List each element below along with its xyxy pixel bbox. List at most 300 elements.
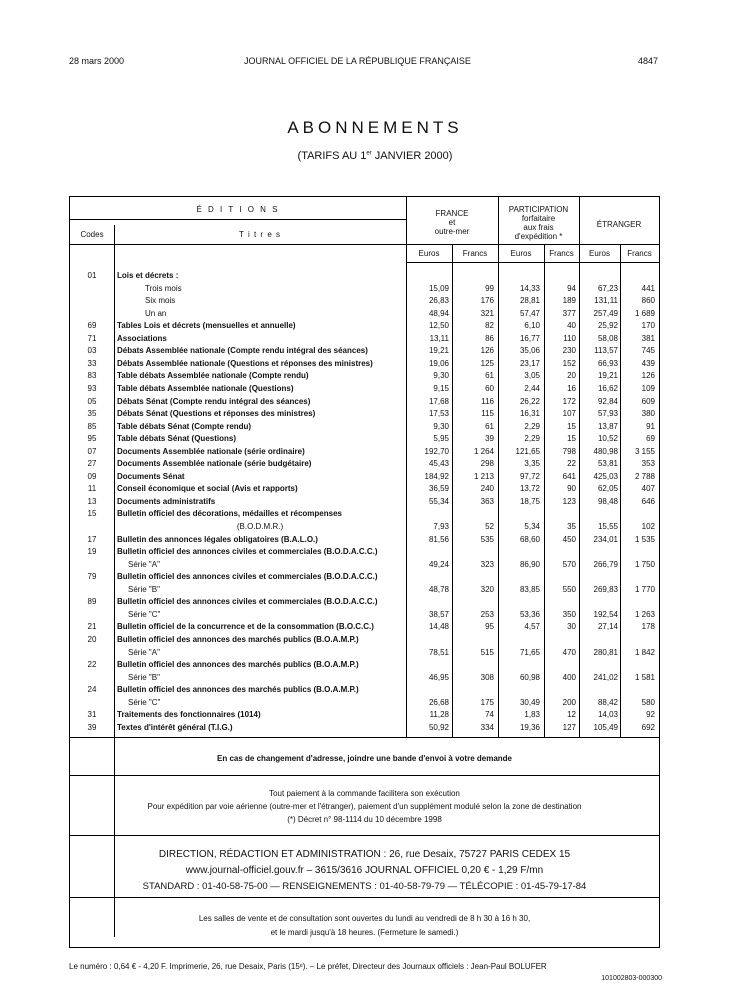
row-etranger-francs: 69 <box>646 434 655 444</box>
row-participation-francs: 641 <box>562 471 576 481</box>
row-participation-euros: 57,47 <box>519 308 540 318</box>
row-etranger-francs: 646 <box>641 496 655 506</box>
table-row <box>70 672 659 684</box>
table-row <box>70 283 659 295</box>
row-etranger-francs: 178 <box>641 622 655 632</box>
row-participation-euros: 35,06 <box>519 346 540 356</box>
row-france-euros: 26,83 <box>428 296 449 306</box>
row-etranger-euros: 16,62 <box>597 383 618 393</box>
row-france-francs: 320 <box>480 584 494 594</box>
footer-code: 101002803-000300 <box>601 975 662 982</box>
row-title: Documents administratifs <box>117 496 216 506</box>
header-journal-title: JOURNAL OFFICIEL DE LA RÉPUBLIQUE FRANÇAISE <box>244 56 471 66</box>
row-france-francs: 240 <box>480 484 494 494</box>
row-france-euros: 48,78 <box>428 584 449 594</box>
row-etranger-euros: 192,54 <box>593 609 618 619</box>
header-france-1: FRANCE <box>435 209 469 218</box>
row-participation-euros: 97,72 <box>519 471 540 481</box>
header-etranger: ÉTRANGER <box>596 220 642 229</box>
table-row <box>70 584 659 596</box>
row-france-francs: 176 <box>480 296 494 306</box>
row-france-francs: 61 <box>485 421 494 431</box>
row-title: Bulletin officiel des annonces des marchés publics (B.O.A.M.P.) <box>117 634 359 644</box>
header-date: 28 mars 2000 <box>69 56 125 66</box>
row-france-francs: 99 <box>485 283 494 293</box>
row-france-euros: 38,57 <box>428 609 449 619</box>
header-euros-participation: Euros <box>510 249 532 258</box>
row-etranger-francs: 1 581 <box>634 672 655 682</box>
row-participation-francs: 90 <box>567 484 576 494</box>
row-participation-francs: 15 <box>567 421 576 431</box>
row-etranger-francs: 126 <box>641 371 655 381</box>
row-participation-francs: 230 <box>562 346 576 356</box>
row-france-euros: 36,59 <box>428 484 449 494</box>
row-code: 03 <box>87 346 97 356</box>
table-row <box>70 358 659 370</box>
row-participation-euros: 3,35 <box>524 459 540 469</box>
table-row <box>70 446 659 458</box>
row-code: 95 <box>87 434 97 444</box>
row-code: 07 <box>87 446 97 456</box>
row-participation-francs: 798 <box>562 446 576 456</box>
row-participation-euros: 2,44 <box>524 383 540 393</box>
header-france-3: outre-mer <box>434 227 470 236</box>
row-code: 71 <box>87 333 97 343</box>
row-etranger-euros: 234,01 <box>593 534 618 544</box>
row-etranger-euros: 14,03 <box>597 710 618 720</box>
row-code: 11 <box>87 484 97 494</box>
row-france-francs: 175 <box>480 697 494 707</box>
rule-editions <box>70 219 406 220</box>
row-code: 22 <box>87 660 97 670</box>
row-france-euros: 15,09 <box>428 283 449 293</box>
row-participation-francs: 30 <box>567 622 576 632</box>
row-etranger-euros: 66,93 <box>597 358 618 368</box>
row-france-francs: 115 <box>481 409 494 419</box>
row-participation-euros: 2,29 <box>524 434 540 444</box>
row-title: Bulletin officiel des annonces civiles et commerciales (B.O.D.A.C.C.) <box>117 597 378 607</box>
row-participation-francs: 22 <box>567 459 576 469</box>
row-title: (B.O.D.M.R.) <box>236 522 284 531</box>
row-code: 01 <box>87 271 97 280</box>
table-row <box>70 521 659 533</box>
table-row <box>70 458 659 470</box>
note-airmail: Pour expédition par voie aérienne (outre-mer et l'étranger), paiement d'un supplément modulé selon la zone de destination <box>147 802 582 811</box>
row-etranger-euros: 67,23 <box>597 283 618 293</box>
row-title: Débats Sénat (Compte rendu intégral des séances) <box>117 396 311 406</box>
row-france-francs: 363 <box>480 496 494 506</box>
row-title: Bulletin officiel des annonces civiles et commerciales (B.O.D.A.C.C.) <box>117 547 378 557</box>
row-etranger-euros: 480,98 <box>593 446 618 456</box>
row-participation-euros: 19,36 <box>519 722 540 732</box>
note-decree: (*) Décret n° 98-1114 du 10 décembre 1998 <box>287 815 442 824</box>
header-editions: É D I T I O N S <box>196 205 280 214</box>
row-title: Traitements des fonctionnaires (1014) <box>117 710 261 720</box>
row-france-euros: 9,15 <box>433 383 449 393</box>
row-etranger-francs: 1 535 <box>634 534 655 544</box>
row-etranger-francs: 92 <box>646 710 655 720</box>
row-participation-francs: 550 <box>562 584 576 594</box>
row-code: 27 <box>87 459 97 469</box>
row-etranger-euros: 257,49 <box>593 308 618 318</box>
row-participation-euros: 71,65 <box>519 647 540 657</box>
row-participation-francs: 107 <box>562 409 576 419</box>
row-france-francs: 39 <box>485 434 494 444</box>
row-participation-euros: 28,81 <box>519 296 540 306</box>
table-row <box>70 709 659 721</box>
row-participation-euros: 3,05 <box>524 371 540 381</box>
row-france-francs: 1 213 <box>473 471 494 481</box>
row-title: Conseil économique et social (Avis et rapports) <box>117 484 298 494</box>
row-title: Série "C" <box>128 697 161 707</box>
table-row <box>70 421 659 433</box>
row-etranger-euros: 98,48 <box>597 496 618 506</box>
row-participation-francs: 35 <box>567 522 576 531</box>
row-participation-francs: 570 <box>562 559 576 569</box>
row-france-francs: 515 <box>480 647 494 657</box>
row-france-francs: 86 <box>485 333 494 343</box>
rule-currency-header <box>406 262 659 263</box>
row-participation-francs: 172 <box>562 396 576 406</box>
row-etranger-euros: 113,57 <box>594 346 618 356</box>
row-france-euros: 17,68 <box>428 396 449 406</box>
row-france-euros: 13,11 <box>429 333 449 343</box>
row-etranger-euros: 53,81 <box>597 459 618 469</box>
row-title: Documents Sénat <box>117 471 185 481</box>
row-title: Textes d'intérêt général (T.I.G.) <box>117 722 233 732</box>
row-france-euros: 50,92 <box>428 722 449 732</box>
row-france-francs: 61 <box>485 371 494 381</box>
row-france-francs: 60 <box>485 383 494 393</box>
row-title: Débats Assemblée nationale (Compte rendu intégral des séances) <box>117 346 368 356</box>
row-france-francs: 82 <box>485 321 494 331</box>
header-euros-etranger: Euros <box>589 249 610 258</box>
row-france-euros: 184,92 <box>424 471 449 481</box>
row-etranger-euros: 27,14 <box>597 622 618 632</box>
row-etranger-euros: 425,03 <box>593 471 618 481</box>
subtitle-superscript: er <box>366 150 372 157</box>
row-code: 93 <box>87 383 97 393</box>
page-subtitle <box>0 150 750 162</box>
row-france-euros: 9,30 <box>433 371 449 381</box>
subscription-table-frame <box>69 196 660 948</box>
table-row <box>70 647 659 659</box>
row-etranger-francs: 381 <box>641 333 655 343</box>
row-code: 24 <box>87 685 97 695</box>
row-participation-francs: 127 <box>562 722 576 732</box>
row-etranger-francs: 91 <box>646 421 655 431</box>
row-france-euros: 46,95 <box>428 672 449 682</box>
row-france-francs: 334 <box>480 722 494 732</box>
subtitle-prefix: (TARIFS AU 1 <box>297 150 367 162</box>
row-participation-euros: 26,22 <box>519 396 540 406</box>
row-etranger-euros: 19,21 <box>597 371 618 381</box>
row-code: 85 <box>87 421 97 431</box>
row-etranger-euros: 15,55 <box>597 522 618 531</box>
row-code: 33 <box>87 358 97 368</box>
row-france-euros: 45,43 <box>428 459 449 469</box>
rule-notes-2 <box>70 835 659 836</box>
table-row <box>70 320 659 332</box>
table-row <box>70 559 659 571</box>
row-participation-francs: 16 <box>567 383 576 393</box>
row-etranger-euros: 88,42 <box>597 697 618 707</box>
row-etranger-francs: 102 <box>641 522 655 531</box>
row-code: 17 <box>87 534 97 544</box>
header-francs-etranger: Francs <box>627 249 652 258</box>
row-participation-francs: 350 <box>562 609 576 619</box>
row-etranger-francs: 609 <box>641 396 655 406</box>
row-code: 20 <box>87 634 97 644</box>
row-etranger-francs: 170 <box>641 321 655 331</box>
row-etranger-euros: 62,05 <box>597 484 618 494</box>
table-row <box>70 697 659 709</box>
row-france-euros: 5,95 <box>433 434 449 444</box>
row-participation-euros: 23,17 <box>519 358 540 368</box>
row-france-francs: 95 <box>485 622 494 632</box>
row-participation-euros: 1,83 <box>524 710 540 720</box>
row-etranger-francs: 353 <box>641 459 655 469</box>
contact-direction: DIRECTION, RÉDACTION ET ADMINISTRATION : 26, rue Desaix, 75727 PARIS CEDEX 15 <box>158 849 571 860</box>
row-etranger-euros: 131,11 <box>594 296 618 306</box>
table-row <box>70 659 659 671</box>
row-france-francs: 535 <box>480 534 494 544</box>
table-row <box>70 634 659 646</box>
row-france-euros: 11,28 <box>429 710 449 720</box>
row-participation-euros: 16,77 <box>519 333 540 343</box>
row-etranger-euros: 241,02 <box>593 672 618 682</box>
row-participation-euros: 121,65 <box>515 446 540 456</box>
row-participation-francs: 400 <box>562 672 576 682</box>
row-etranger-francs: 860 <box>641 296 655 306</box>
row-france-euros: 7,93 <box>433 522 449 531</box>
row-code: 89 <box>87 597 97 607</box>
table-row <box>70 471 659 483</box>
row-france-francs: 298 <box>480 459 494 469</box>
table-row <box>70 408 659 420</box>
row-etranger-francs: 2 788 <box>634 471 655 481</box>
row-france-francs: 116 <box>481 396 494 406</box>
table-row <box>70 546 659 558</box>
row-etranger-francs: 380 <box>641 409 655 419</box>
header-page-number: 4847 <box>638 56 659 66</box>
row-france-francs: 125 <box>480 358 494 368</box>
row-france-francs: 1 264 <box>473 446 494 456</box>
table-row <box>70 383 659 395</box>
header-participation-1: PARTICIPATION <box>508 205 569 214</box>
contact-web: www.journal-officiel.gouv.fr – 3615/3616 JOURNAL OFFICIEL 0,20 € - 1,29 F/mn <box>185 865 544 876</box>
table-row <box>70 508 659 520</box>
row-title: Associations <box>117 333 167 343</box>
row-etranger-euros: 13,87 <box>597 421 618 431</box>
row-title: Bulletin officiel des annonces civiles et commerciales (B.O.D.A.C.C.) <box>117 572 378 582</box>
row-participation-francs: 152 <box>562 358 576 368</box>
row-participation-francs: 15 <box>567 434 576 444</box>
row-participation-euros: 6,10 <box>524 321 540 331</box>
row-title: Série "B" <box>128 584 160 594</box>
row-etranger-francs: 407 <box>641 484 655 494</box>
row-etranger-euros: 269,83 <box>593 584 618 594</box>
row-title: Trois mois <box>145 283 182 293</box>
rule-notes-3 <box>70 897 659 898</box>
row-france-francs: 52 <box>485 522 494 531</box>
row-code: 15 <box>87 509 97 519</box>
table-row <box>70 308 659 320</box>
row-france-euros: 19,06 <box>428 358 449 368</box>
row-france-euros: 78,51 <box>428 647 449 657</box>
table-row <box>70 596 659 608</box>
table-row <box>70 295 659 307</box>
rule-header-bottom <box>70 244 659 245</box>
table-row <box>70 345 659 357</box>
row-france-euros: 48,94 <box>428 308 449 318</box>
note-payment: Tout paiement à la commande facilitera son exécution <box>269 789 460 798</box>
row-code: 19 <box>87 547 97 557</box>
row-title: Lois et décrets : <box>117 271 179 280</box>
row-title: Un an <box>145 308 167 318</box>
row-participation-euros: 13,72 <box>519 484 540 494</box>
row-france-euros: 81,56 <box>428 534 449 544</box>
row-participation-francs: 377 <box>562 308 576 318</box>
row-title: Débats Assemblée nationale (Questions et réponses des ministres) <box>117 358 373 368</box>
row-participation-euros: 60,98 <box>519 672 540 682</box>
table-row <box>70 333 659 345</box>
row-france-euros: 26,68 <box>428 697 449 707</box>
row-etranger-euros: 25,92 <box>597 321 618 331</box>
row-title: Documents Assemblée nationale (série ordinaire) <box>117 446 305 456</box>
row-france-euros: 12,50 <box>428 321 449 331</box>
row-etranger-francs: 109 <box>641 383 655 393</box>
row-participation-euros: 86,90 <box>519 559 540 569</box>
row-participation-francs: 94 <box>567 283 576 293</box>
row-title: Série "A" <box>128 559 160 569</box>
row-participation-francs: 470 <box>562 647 576 657</box>
row-code: 39 <box>87 722 97 732</box>
row-code: 05 <box>87 396 97 406</box>
row-title: Bulletin officiel des décorations, médailles et récompenses <box>117 509 342 519</box>
row-participation-euros: 18,75 <box>519 496 540 506</box>
table-row <box>70 684 659 696</box>
row-participation-euros: 68,60 <box>519 534 540 544</box>
rule-notes-1 <box>70 775 659 776</box>
row-code: 13 <box>87 496 97 506</box>
row-title: Table débats Assemblée nationale (Compte rendu) <box>117 371 309 381</box>
row-etranger-euros: 280,81 <box>593 647 618 657</box>
header-participation-4: d'expédition * <box>514 232 563 241</box>
row-participation-francs: 123 <box>562 496 576 506</box>
row-etranger-francs: 1 750 <box>634 559 655 569</box>
page-title: ABONNEMENTS <box>287 118 463 137</box>
subtitle-suffix: JANVIER 2000) <box>371 150 453 162</box>
row-france-euros: 17,53 <box>428 409 449 419</box>
row-france-francs: 323 <box>480 559 494 569</box>
row-title: Série "A" <box>128 647 160 657</box>
row-code: 21 <box>87 622 97 632</box>
row-participation-francs: 189 <box>562 296 576 306</box>
row-etranger-euros: 105,49 <box>593 722 618 732</box>
row-code: 79 <box>87 572 97 582</box>
table-row <box>70 722 659 734</box>
row-code: 83 <box>87 371 97 381</box>
row-participation-francs: 12 <box>567 710 576 720</box>
table-row <box>70 571 659 583</box>
row-france-euros: 14,48 <box>428 622 449 632</box>
table-row <box>70 609 659 621</box>
hours-line-1: Les salles de vente et de consultation sont ouvertes du lundi au vendredi de 8 h 30 à 16 h 30, <box>198 914 531 923</box>
row-code: 31 <box>87 710 97 720</box>
table-row <box>70 496 659 508</box>
row-etranger-euros: 92,84 <box>597 396 618 406</box>
rule-table-bottom <box>70 737 659 738</box>
row-code: 09 <box>87 471 97 481</box>
row-title: Débats Sénat (Questions et réponses des ministres) <box>117 409 316 419</box>
table-row <box>70 396 659 408</box>
row-participation-euros: 83,85 <box>519 584 540 594</box>
row-participation-euros: 30,49 <box>519 697 540 707</box>
row-participation-francs: 40 <box>567 321 576 331</box>
row-title: Table débats Assemblée nationale (Questions) <box>117 383 294 393</box>
row-title: Bulletin des annonces légales obligatoires (B.A.L.O.) <box>117 534 318 544</box>
row-etranger-francs: 1 263 <box>634 609 655 619</box>
row-etranger-euros: 58,08 <box>597 333 618 343</box>
table-row <box>70 621 659 633</box>
row-code: 35 <box>87 409 97 419</box>
row-etranger-francs: 441 <box>641 283 655 293</box>
row-france-euros: 49,24 <box>428 559 449 569</box>
row-title: Table débats Sénat (Questions) <box>117 434 236 444</box>
header-francs-participation: Francs <box>549 249 574 258</box>
header-participation-2: forfaitaire <box>521 214 556 223</box>
row-title: Bulletin officiel des annonces des marchés publics (B.O.A.M.P.) <box>117 660 359 670</box>
row-title: Série "B" <box>128 672 160 682</box>
row-participation-francs: 110 <box>563 333 576 343</box>
row-participation-euros: 2,29 <box>524 421 540 431</box>
row-etranger-francs: 1 689 <box>634 308 655 318</box>
header-participation-3: aux frais <box>523 223 554 232</box>
table-row <box>70 534 659 546</box>
row-france-francs: 126 <box>480 346 494 356</box>
row-participation-francs: 200 <box>562 697 576 707</box>
row-france-francs: 308 <box>480 672 494 682</box>
row-france-euros: 19,21 <box>428 346 449 356</box>
row-etranger-euros: 57,93 <box>597 409 618 419</box>
footer-imprint: Le numéro : 0,64 € - 4,20 F. Imprimerie, 26, rue Desaix, Paris (15ᵉ). – Le préfet, Directeur des Journaux officiels : Jean-Paul BOLUFER <box>69 962 547 971</box>
row-etranger-francs: 439 <box>641 358 655 368</box>
row-france-francs: 74 <box>485 710 494 720</box>
row-france-euros: 9,30 <box>433 421 449 431</box>
row-etranger-francs: 580 <box>641 697 655 707</box>
row-participation-euros: 14,33 <box>519 283 540 293</box>
row-etranger-francs: 692 <box>641 722 655 732</box>
row-code: 69 <box>87 321 97 331</box>
row-title: Bulletin officiel des annonces des marchés publics (B.O.A.M.P.) <box>117 685 359 695</box>
table-row <box>70 483 659 495</box>
table-row <box>70 270 659 282</box>
row-title: Bulletin officiel de la concurrence et de la consommation (B.O.C.C.) <box>117 622 374 632</box>
row-participation-francs: 20 <box>567 371 576 381</box>
row-participation-euros: 5,34 <box>524 522 540 531</box>
row-etranger-francs: 1 770 <box>634 584 655 594</box>
row-etranger-francs: 1 842 <box>634 647 655 657</box>
row-france-francs: 321 <box>480 308 494 318</box>
row-etranger-euros: 266,79 <box>593 559 618 569</box>
row-title: Tables Lois et décrets (mensuelles et annuelle) <box>117 321 296 331</box>
row-title: Documents Assemblée nationale (série budgétaire) <box>117 459 312 469</box>
row-title: Six mois <box>145 296 176 306</box>
table-row <box>70 370 659 382</box>
row-title: Table débats Sénat (Compte rendu) <box>117 421 252 431</box>
row-participation-euros: 4,57 <box>524 622 540 632</box>
